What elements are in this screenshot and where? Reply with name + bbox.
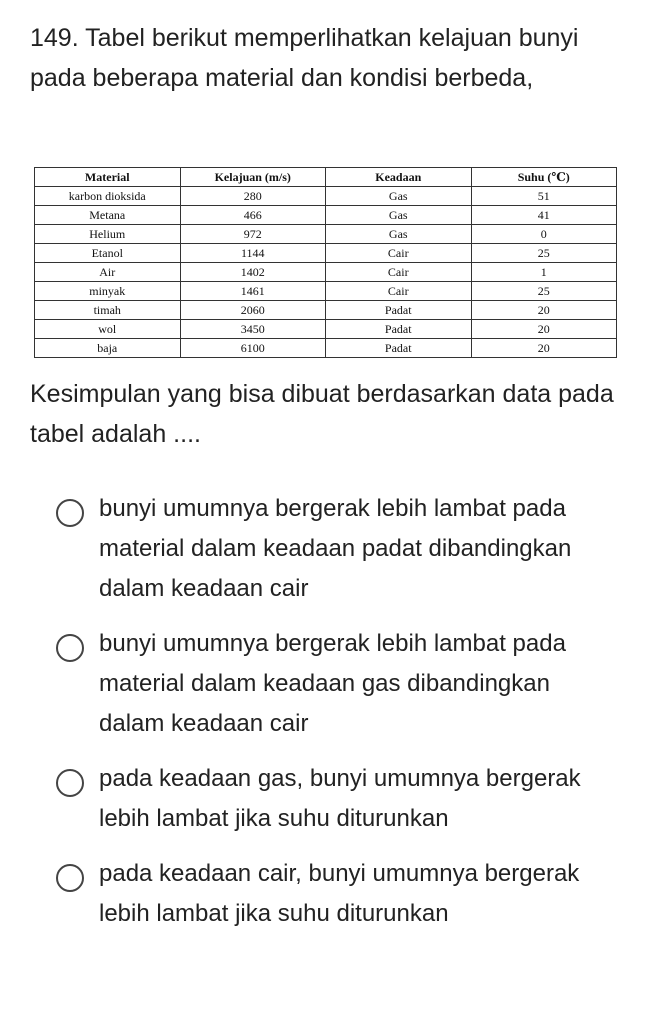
cell-speed: 6100 <box>180 339 326 358</box>
cell-speed: 3450 <box>180 320 326 339</box>
header-speed: Kelajuan (m/s) <box>180 168 326 187</box>
cell-speed: 1144 <box>180 244 326 263</box>
option-label: bunyi umumnya bergerak lebih lambat pada material dalam keadaan padat dibandingkan dalam keadaan cair <box>99 495 572 602</box>
header-state: Keadaan <box>326 168 472 187</box>
radio-button-icon[interactable] <box>56 634 84 662</box>
conclusion-prompt: Kesimpulan yang bisa dibuat berdasarkan data pada tabel adalah .... <box>30 380 614 448</box>
option-label: pada keadaan gas, bunyi umumnya bergerak lebih lambat jika suhu diturunkan <box>99 765 581 832</box>
cell-temperature: 41 <box>471 206 617 225</box>
cell-speed: 2060 <box>180 301 326 320</box>
table-row <box>35 263 617 282</box>
data-table-container <box>34 167 617 355</box>
cell-temperature: 0 <box>471 225 617 244</box>
cell-temperature: 25 <box>471 282 617 301</box>
cell-material: Helium <box>35 225 181 244</box>
answer-options <box>56 489 616 949</box>
option-label: bunyi umumnya bergerak lebih lambat pada material dalam keadaan gas dibandingkan dalam keadaan cair <box>99 630 566 737</box>
table-row <box>35 282 617 301</box>
radio-button-icon[interactable] <box>56 769 84 797</box>
table-header-row <box>35 168 617 187</box>
table-row <box>35 206 617 225</box>
table-row <box>35 339 617 358</box>
cell-state: Gas <box>326 225 472 244</box>
radio-button-icon[interactable] <box>56 499 84 527</box>
cell-state: Padat <box>326 301 472 320</box>
cell-speed: 972 <box>180 225 326 244</box>
table-row <box>35 225 617 244</box>
data-table <box>34 167 617 358</box>
cell-speed: 466 <box>180 206 326 225</box>
header-material: Material <box>35 168 181 187</box>
radio-button-icon[interactable] <box>56 864 84 892</box>
cell-state: Cair <box>326 282 472 301</box>
cell-temperature: 20 <box>471 320 617 339</box>
question-text: 149. Tabel berikut memperlihatkan kelajuan bunyi pada beberapa material dan kondisi berbeda, <box>30 24 579 92</box>
cell-temperature: 1 <box>471 263 617 282</box>
cell-state: Gas <box>326 187 472 206</box>
table-row <box>35 244 617 263</box>
option-d[interactable] <box>56 854 616 934</box>
cell-temperature: 51 <box>471 187 617 206</box>
cell-state: Gas <box>326 206 472 225</box>
cell-state: Cair <box>326 244 472 263</box>
cell-state: Padat <box>326 339 472 358</box>
option-a[interactable] <box>56 489 616 609</box>
cell-speed: 1461 <box>180 282 326 301</box>
cell-speed: 1402 <box>180 263 326 282</box>
header-temperature: Suhu (℃) <box>471 168 617 187</box>
table-row <box>35 320 617 339</box>
option-c[interactable] <box>56 759 616 839</box>
cell-material: karbon dioksida <box>35 187 181 206</box>
table-row <box>35 301 617 320</box>
cell-state: Cair <box>326 263 472 282</box>
cell-temperature: 20 <box>471 339 617 358</box>
cell-temperature: 25 <box>471 244 617 263</box>
option-label: pada keadaan cair, bunyi umumnya bergerak lebih lambat jika suhu diturunkan <box>99 860 580 927</box>
cell-temperature: 20 <box>471 301 617 320</box>
cell-state: Padat <box>326 320 472 339</box>
option-b[interactable] <box>56 624 616 744</box>
cell-material: Etanol <box>35 244 181 263</box>
cell-material: wol <box>35 320 181 339</box>
cell-material: baja <box>35 339 181 358</box>
cell-material: timah <box>35 301 181 320</box>
cell-material: minyak <box>35 282 181 301</box>
cell-speed: 280 <box>180 187 326 206</box>
table-row <box>35 187 617 206</box>
cell-material: Air <box>35 263 181 282</box>
cell-material: Metana <box>35 206 181 225</box>
